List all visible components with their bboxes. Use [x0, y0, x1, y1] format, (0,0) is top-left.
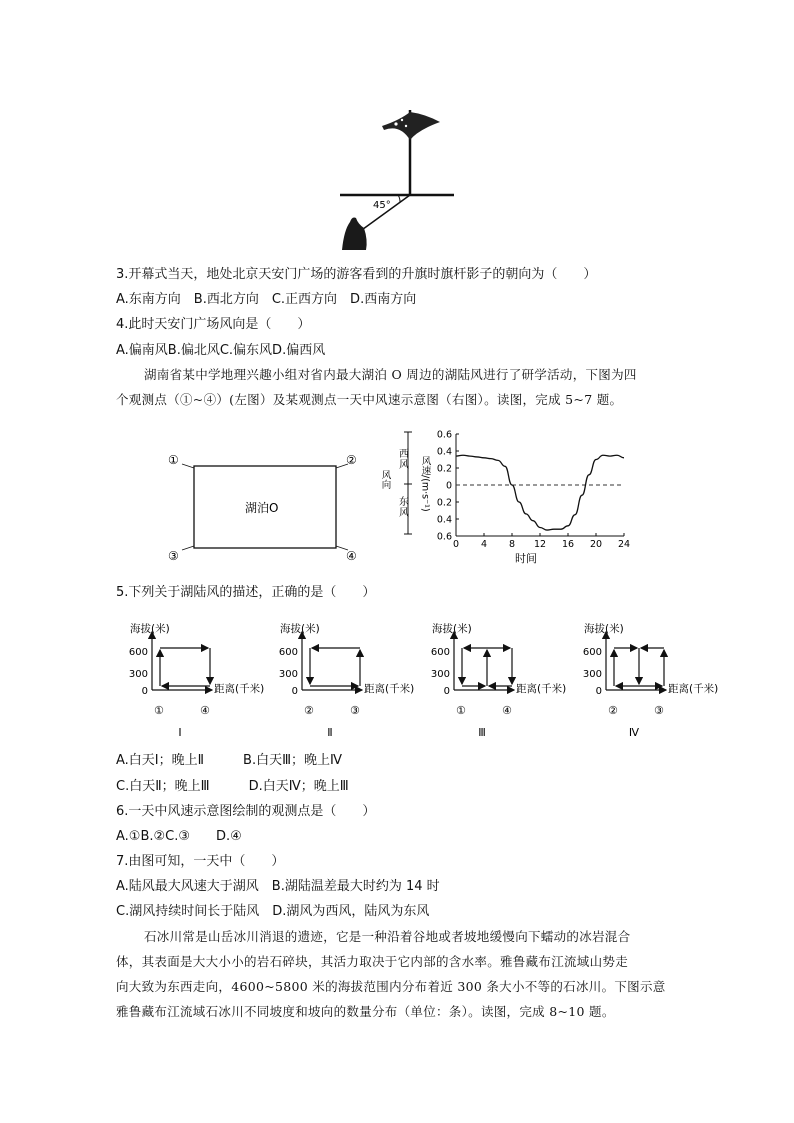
tick-0: 0	[595, 686, 602, 697]
tick-600: 600	[582, 647, 602, 658]
distance-label: 距离(千米)	[214, 683, 265, 695]
circulation-diagrams	[110, 618, 730, 740]
circulation-figure-3	[431, 622, 566, 739]
y-tick-label: 0.2	[436, 463, 452, 475]
intro2-line1: 石冰川常是山岳冰川消退的遗迹，它是一种沿着谷地或者坡地缓慢向下蠕动的冰岩混合	[144, 929, 631, 944]
y-tick-label: 0.4	[436, 514, 452, 526]
q3-stem: 3.开幕式当天，地处北京天安门广场的游客看到的升旗时旗杆影子的朝向为（ ）	[116, 267, 597, 282]
circulation-figure-2	[279, 622, 414, 739]
altitude-label: 海拔(米)	[584, 623, 624, 635]
q5-stem: 5.下列关于湖陆风的描述，正确的是（ ）	[116, 585, 376, 600]
q7-options-row2: C.湖风持续时间长于陆风 D.湖风为西风，陆风为东风	[116, 904, 430, 919]
left-point-label: ②	[608, 704, 618, 717]
y-tick-label: 0.2	[436, 497, 452, 509]
intro1-line2: 个观测点（①~④）(左图）及某观测点一天中风速示意图（右图）。读图，完成 5~7 题。	[116, 392, 623, 407]
figure-roman-numeral: Ⅳ	[628, 726, 640, 739]
x-tick-label: 8	[508, 539, 516, 550]
altitude-label: 海拔(米)	[130, 623, 170, 635]
intro2-line3: 向大致为东西走向，4600~5800 米的海拔范围内分布着近 300 条大小不等的石冰川。下图示意	[116, 979, 666, 994]
point-3-label: ③	[168, 549, 179, 563]
intro2-line2: 体，其表面是大大小小的岩石碎块，其活力取决于它内部的含水率。雅鲁藏布江流域山势走	[116, 954, 629, 969]
y-axis-label: 风速/(m·s⁻¹)	[419, 456, 431, 512]
q3-options: A.东南方向 B.西北方向 C.正西方向 D.西南方向	[116, 292, 417, 307]
direction-axis-label: 风向	[379, 470, 391, 489]
figure-roman-numeral: Ⅲ	[478, 726, 486, 739]
point-1-label: ①	[168, 453, 179, 467]
point-2-label: ②	[346, 453, 357, 467]
x-tick-label: 0	[452, 539, 460, 550]
tick-0: 0	[291, 686, 298, 697]
q5-options-row2: C.白天Ⅱ；晚上Ⅲ D.白天Ⅳ；晚上Ⅲ	[116, 779, 349, 794]
q6-stem: 6.一天中风速示意图绘制的观测点是（ ）	[116, 804, 376, 819]
angle-label: 45°	[373, 200, 391, 211]
q6-options: A.①B.②C.③ D.④	[116, 829, 242, 844]
intro2-line4: 雅鲁藏布江流域石冰川不同坡度和坡向的数量分布（单位：条）。读图，完成 8~10 题。	[116, 1004, 615, 1019]
lake-label: 湖泊O	[245, 501, 279, 515]
altitude-label: 海拔(米)	[432, 623, 472, 635]
tick-600: 600	[278, 647, 298, 658]
altitude-label: 海拔(米)	[280, 623, 320, 635]
distance-label: 距离(千米)	[516, 683, 567, 695]
x-axis-label: 时间	[515, 552, 537, 565]
west-wind-label: 西风	[396, 448, 408, 470]
x-tick-label: 24	[617, 539, 631, 550]
intro1-line1: 湖南省某中学地理兴趣小组对省内最大湖泊 O 周边的湖陆风进行了研学活动，下图为四	[144, 367, 637, 382]
person-silhouette	[342, 218, 367, 251]
y-tick-label: 0	[445, 480, 452, 492]
wind-speed-chart	[379, 424, 640, 566]
figure-roman-numeral: Ⅰ	[178, 726, 182, 739]
circulation-figure-4	[583, 622, 718, 739]
tick-600: 600	[128, 647, 148, 658]
tick-300: 300	[278, 669, 298, 680]
lake-observation-map	[160, 446, 370, 572]
x-tick-label: 16	[561, 539, 575, 550]
left-point-label: ①	[456, 704, 466, 717]
wind-speed-line	[456, 455, 624, 530]
figure-roman-numeral: Ⅱ	[327, 726, 333, 739]
right-point-label: ③	[350, 704, 360, 717]
tick-0: 0	[443, 686, 450, 697]
x-tick-label: 12	[533, 539, 547, 550]
q7-options-row1: A.陆风最大风速大于湖风 B.湖陆温差最大时约为 14 时	[116, 879, 440, 894]
tick-300: 300	[430, 669, 450, 680]
y-tick-label: 0.6	[436, 429, 452, 441]
right-point-label: ④	[200, 704, 210, 717]
distance-label: 距离(千米)	[364, 683, 415, 695]
left-point-label: ②	[304, 704, 314, 717]
q7-stem: 7.由图可知，一天中（ ）	[116, 854, 285, 869]
point-4-label: ④	[346, 549, 357, 563]
q4-stem: 4.此时天安门广场风向是（ ）	[116, 317, 311, 332]
flag	[382, 112, 440, 140]
right-point-label: ④	[502, 704, 512, 717]
tick-300: 300	[582, 669, 602, 680]
east-wind-label: 东风	[396, 496, 408, 518]
q4-options: A.偏南风B.偏北风C.偏东风D.偏西风	[116, 343, 326, 358]
x-tick-label: 20	[589, 539, 603, 550]
q5-options-row1: A.白天Ⅰ；晚上Ⅱ B.白天Ⅲ；晚上Ⅳ	[116, 753, 343, 768]
right-point-label: ③	[654, 704, 664, 717]
left-point-label: ①	[154, 704, 164, 717]
tick-300: 300	[128, 669, 148, 680]
circulation-figure-1	[129, 622, 264, 739]
y-tick-label: 0.6	[436, 531, 452, 543]
x-tick-label: 4	[480, 539, 488, 550]
flag-shadow-figure	[330, 100, 470, 260]
distance-label: 距离(千米)	[668, 683, 719, 695]
tick-600: 600	[430, 647, 450, 658]
tick-0: 0	[141, 686, 148, 697]
y-tick-label: 0.4	[436, 446, 452, 458]
